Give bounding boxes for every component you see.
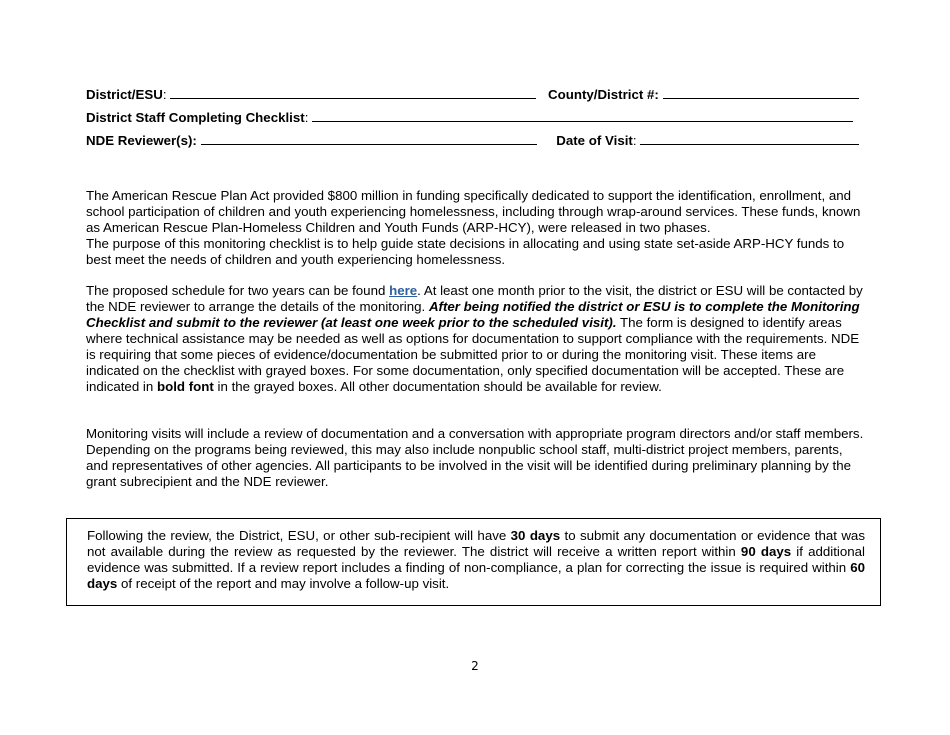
intro-section [86,188,866,268]
follow-up-notice-text: Following the review, the District, ESU, or other sub-recipient will have 30 days to submit any documentation or evidence that was not available during the review as requested by the reviewer. The district will receive a written report within 90 days if additional evidence was submitted. If a review report includes a finding of non-compliance, a plan for correcting the issue is required within 60 days of receipt of the report and may involve a follow-up visit. [87,528,866,591]
days-30: 30 days [510,528,561,543]
district-field-row: District/ESU: County/District #: [86,85,859,103]
intro-paragraph-1: The American Rescue Plan Act provided $800 million in funding specifically dedicated to support the identification, enrollment, and school participation of children and youth experiencing homelessness, including through wrap-around services. These funds, known as American Rescue Plan-Homeless Children and Youth Funds (ARP-HCY), were released in two phases. [86,188,861,235]
schedule-link[interactable]: here [389,283,418,298]
reviewer-field-row: NDE Reviewer(s): Date of Visit: [86,131,859,149]
staff-field-row: District Staff Completing Checklist: [86,108,853,126]
date-label: Date of Visit [556,133,633,148]
date-input-line[interactable] [640,131,859,145]
page-number: 2 [471,659,479,673]
intro-paragraph-2: The purpose of this monitoring checklist is to help guide state decisions in allocating and using state set-aside ARP-HCY funds to best meet the needs of children and youth experiencing homelessness. [86,236,845,267]
county-label: County/District #: [547,87,659,102]
days-90: 90 days [740,544,792,559]
reviewer-input-line[interactable] [201,131,537,145]
schedule-paragraph: The proposed schedule for two years can be found here. At least one month prior to the visit, the district or ESU will be contacted by the NDE reviewer to arrange the details of the monitoring. After being notified the district or ESU is to complete the Monitoring Checklist and submit to the reviewer (at least one week prior to the scheduled visit). The form is designed to identify areas where technical assistance may be needed as well as options for documentation to support compliance with the requirements. NDE is requiring that some pieces of evidence/documentation be submitted prior to or during the monitoring visit. These items are indicated on the checklist with grayed boxes. For some documentation, only specified documentation will be accepted. These are indicated in bold font in the grayed boxes. All other documentation should be available for review. [86,283,863,394]
district-input-line[interactable] [170,85,536,99]
visits-paragraph: Monitoring visits will include a review of documentation and a conversation with appropriate program directors and/or staff members. Depending on the programs being reviewed, this may also include nonpublic school staff, multi-district project members, parents, and representatives of other agencies. All participants to be involved in the visit will be identified during preliminary planning by the grant subrecipient and the NDE reviewer. [86,426,864,489]
staff-input-line[interactable] [312,108,853,122]
district-label: District/ESU [86,87,163,102]
follow-up-notice-box [66,518,881,606]
days-60: 60 days [87,560,865,591]
checklist-instruction: After being notified the district or ESU is to complete the Monitoring Checklist and submit to the reviewer (at least one week prior to the scheduled visit). [86,299,860,330]
staff-label: District Staff Completing Checklist [86,110,305,125]
reviewer-label: NDE Reviewer(s): [86,133,197,148]
county-input-line[interactable] [663,85,859,99]
